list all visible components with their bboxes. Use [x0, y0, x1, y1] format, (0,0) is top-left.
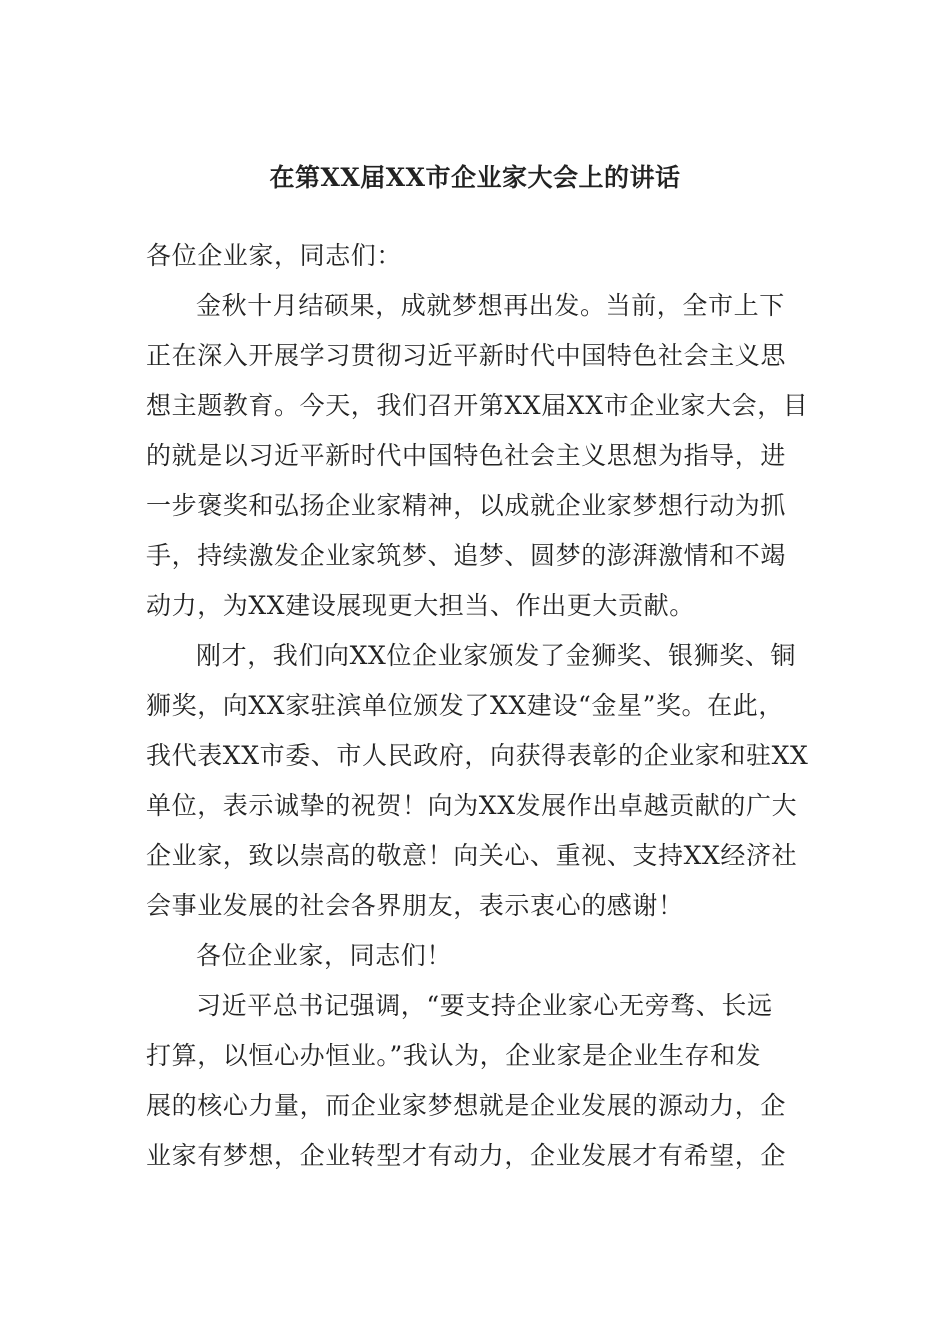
paragraph-line: 打算，以恒心办恒业。”我认为，企业家是企业生存和发 — [146, 1041, 762, 1070]
paragraph-line: 我代表XX市委、市人民政府，向获得表彰的企业家和驻XX — [146, 741, 809, 770]
paragraph-line: 各位企业家，同志们！ — [196, 941, 453, 970]
paragraph-line: 狮奖，向XX家驻滨单位颁发了XX建设“金星”奖。在此， — [146, 691, 784, 720]
paragraph-line: 正在深入开展学习贯彻习近平新时代中国特色社会主义思 — [146, 341, 787, 370]
salutation: 各位企业家，同志们： — [146, 241, 403, 270]
paragraph-line: 一步褒奖和弘扬企业家精神，以成就企业家梦想行动为抓 — [146, 491, 787, 520]
paragraph-line: 刚才，我们向XX位企业家颁发了金狮奖、银狮奖、铜 — [196, 641, 796, 670]
paragraph-line: 业家有梦想，企业转型才有动力，企业发展才有希望，企 — [146, 1141, 787, 1170]
paragraph-line: 动力，为XX建设展现更大担当、作出更大贡献。 — [146, 591, 695, 620]
paragraph-line: 企业家，致以崇高的敬意！向关心、重视、支持XX经济社 — [146, 841, 798, 870]
paragraph-line: 习近平总书记强调，“要支持企业家心无旁骛、长远 — [196, 991, 773, 1020]
paragraph-line: 展的核心力量，而企业家梦想就是企业发展的源动力，企 — [146, 1091, 787, 1120]
paragraph-line: 单位，表示诚挚的祝贺！向为XX发展作出卓越贡献的广大 — [146, 791, 798, 820]
paragraph-line: 的就是以习近平新时代中国特色社会主义思想为指导，进 — [146, 441, 787, 470]
paragraph-line: 会事业发展的社会各界朋友，表示衷心的感谢！ — [146, 891, 684, 920]
paragraph-line: 金秋十月结硕果，成就梦想再出发。当前，全市上下 — [196, 291, 785, 320]
paragraph-line: 想主题教育。今天，我们召开第XX届XX市企业家大会，目 — [146, 391, 809, 420]
paragraph-line: 手，持续激发企业家筑梦、追梦、圆梦的澎湃激情和不竭 — [146, 541, 787, 570]
document-title: 在第XX届XX市企业家大会上的讲话 — [269, 163, 681, 192]
